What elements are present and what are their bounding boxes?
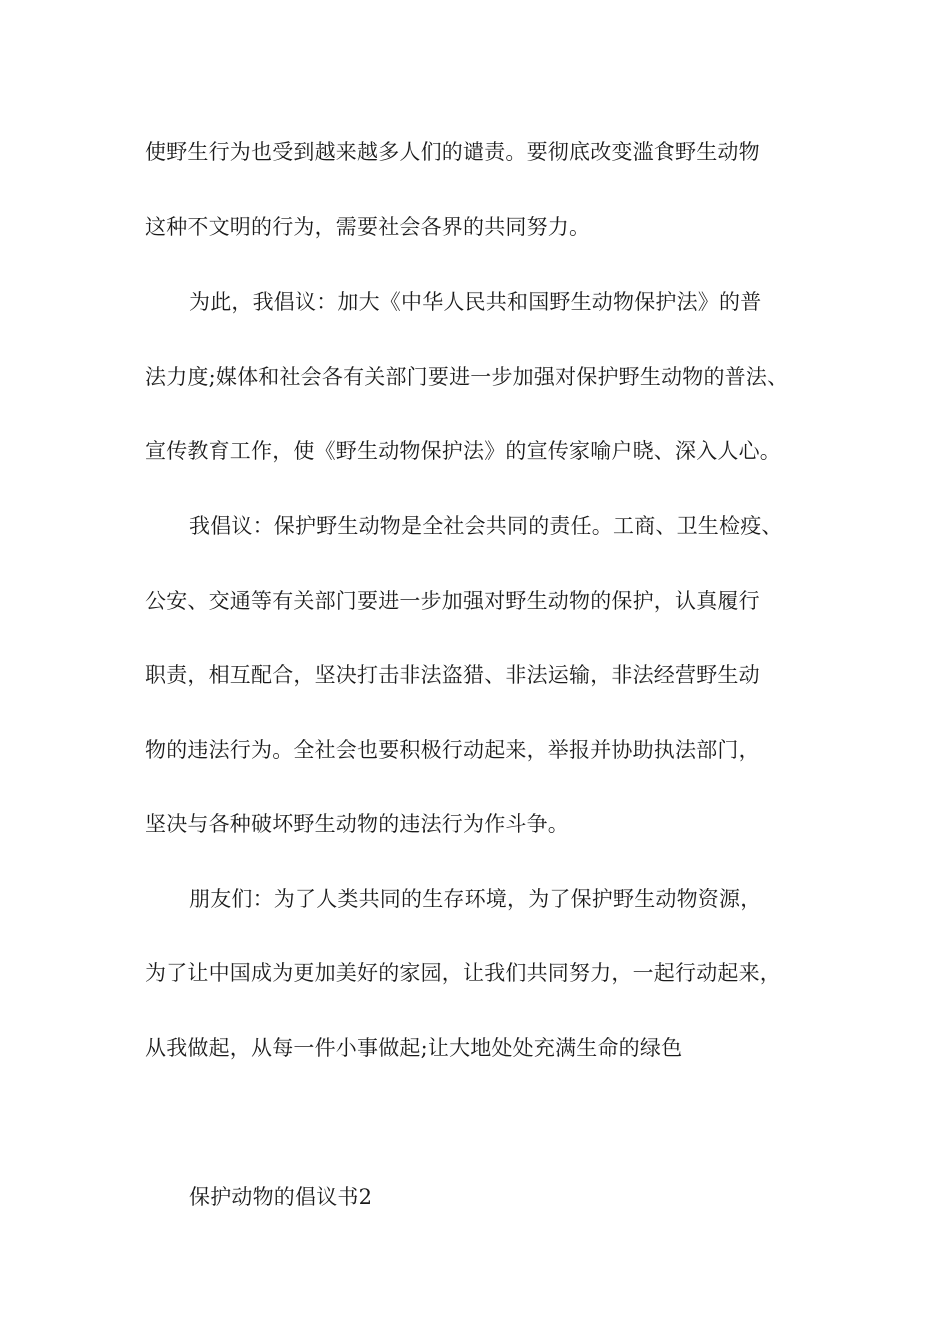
text-line: 法力度;媒体和社会各有关部门要进一步加强对保护野生动物的普法、 xyxy=(145,365,789,389)
paragraph-start-line: 朋友们：为了人类共同的生存环境，为了保护野生动物资源， xyxy=(189,887,762,911)
section-title: 保护动物的倡议书2 xyxy=(189,1185,373,1209)
text-line: 职责，相互配合，坚决打击非法盗猎、非法运输，非法经营野生动 xyxy=(145,663,760,687)
text-line: 公安、交通等有关部门要进一步加强对野生动物的保护，认真履行 xyxy=(145,589,760,613)
text-line: 坚决与各种破坏野生动物的违法行为作斗争。 xyxy=(145,812,569,836)
text-line: 宣传教育工作，使《野生动物保护法》的宣传家喻户晓、深入人心。 xyxy=(145,439,781,463)
text-line: 这种不文明的行为，需要社会各界的共同努力。 xyxy=(145,215,591,239)
paragraph-start-line: 我倡议：保护野生动物是全社会共同的责任。工商、卫生检疫、 xyxy=(189,514,783,538)
text-line: 为了让中国成为更加美好的家园，让我们共同努力，一起行动起来， xyxy=(145,961,781,985)
paragraph-start-line: 为此，我倡议：加大《中华人民共和国野生动物保护法》的普 xyxy=(189,290,762,314)
text-line: 从我做起，从每一件小事做起;让大地处处充满生命的绿色 xyxy=(145,1036,683,1060)
text-line: 物的违法行为。全社会也要积极行动起来，举报并协助执法部门， xyxy=(145,738,760,762)
text-line: 使野生行为也受到越来越多人们的谴责。要彻底改变滥食野生动物 xyxy=(145,140,760,164)
